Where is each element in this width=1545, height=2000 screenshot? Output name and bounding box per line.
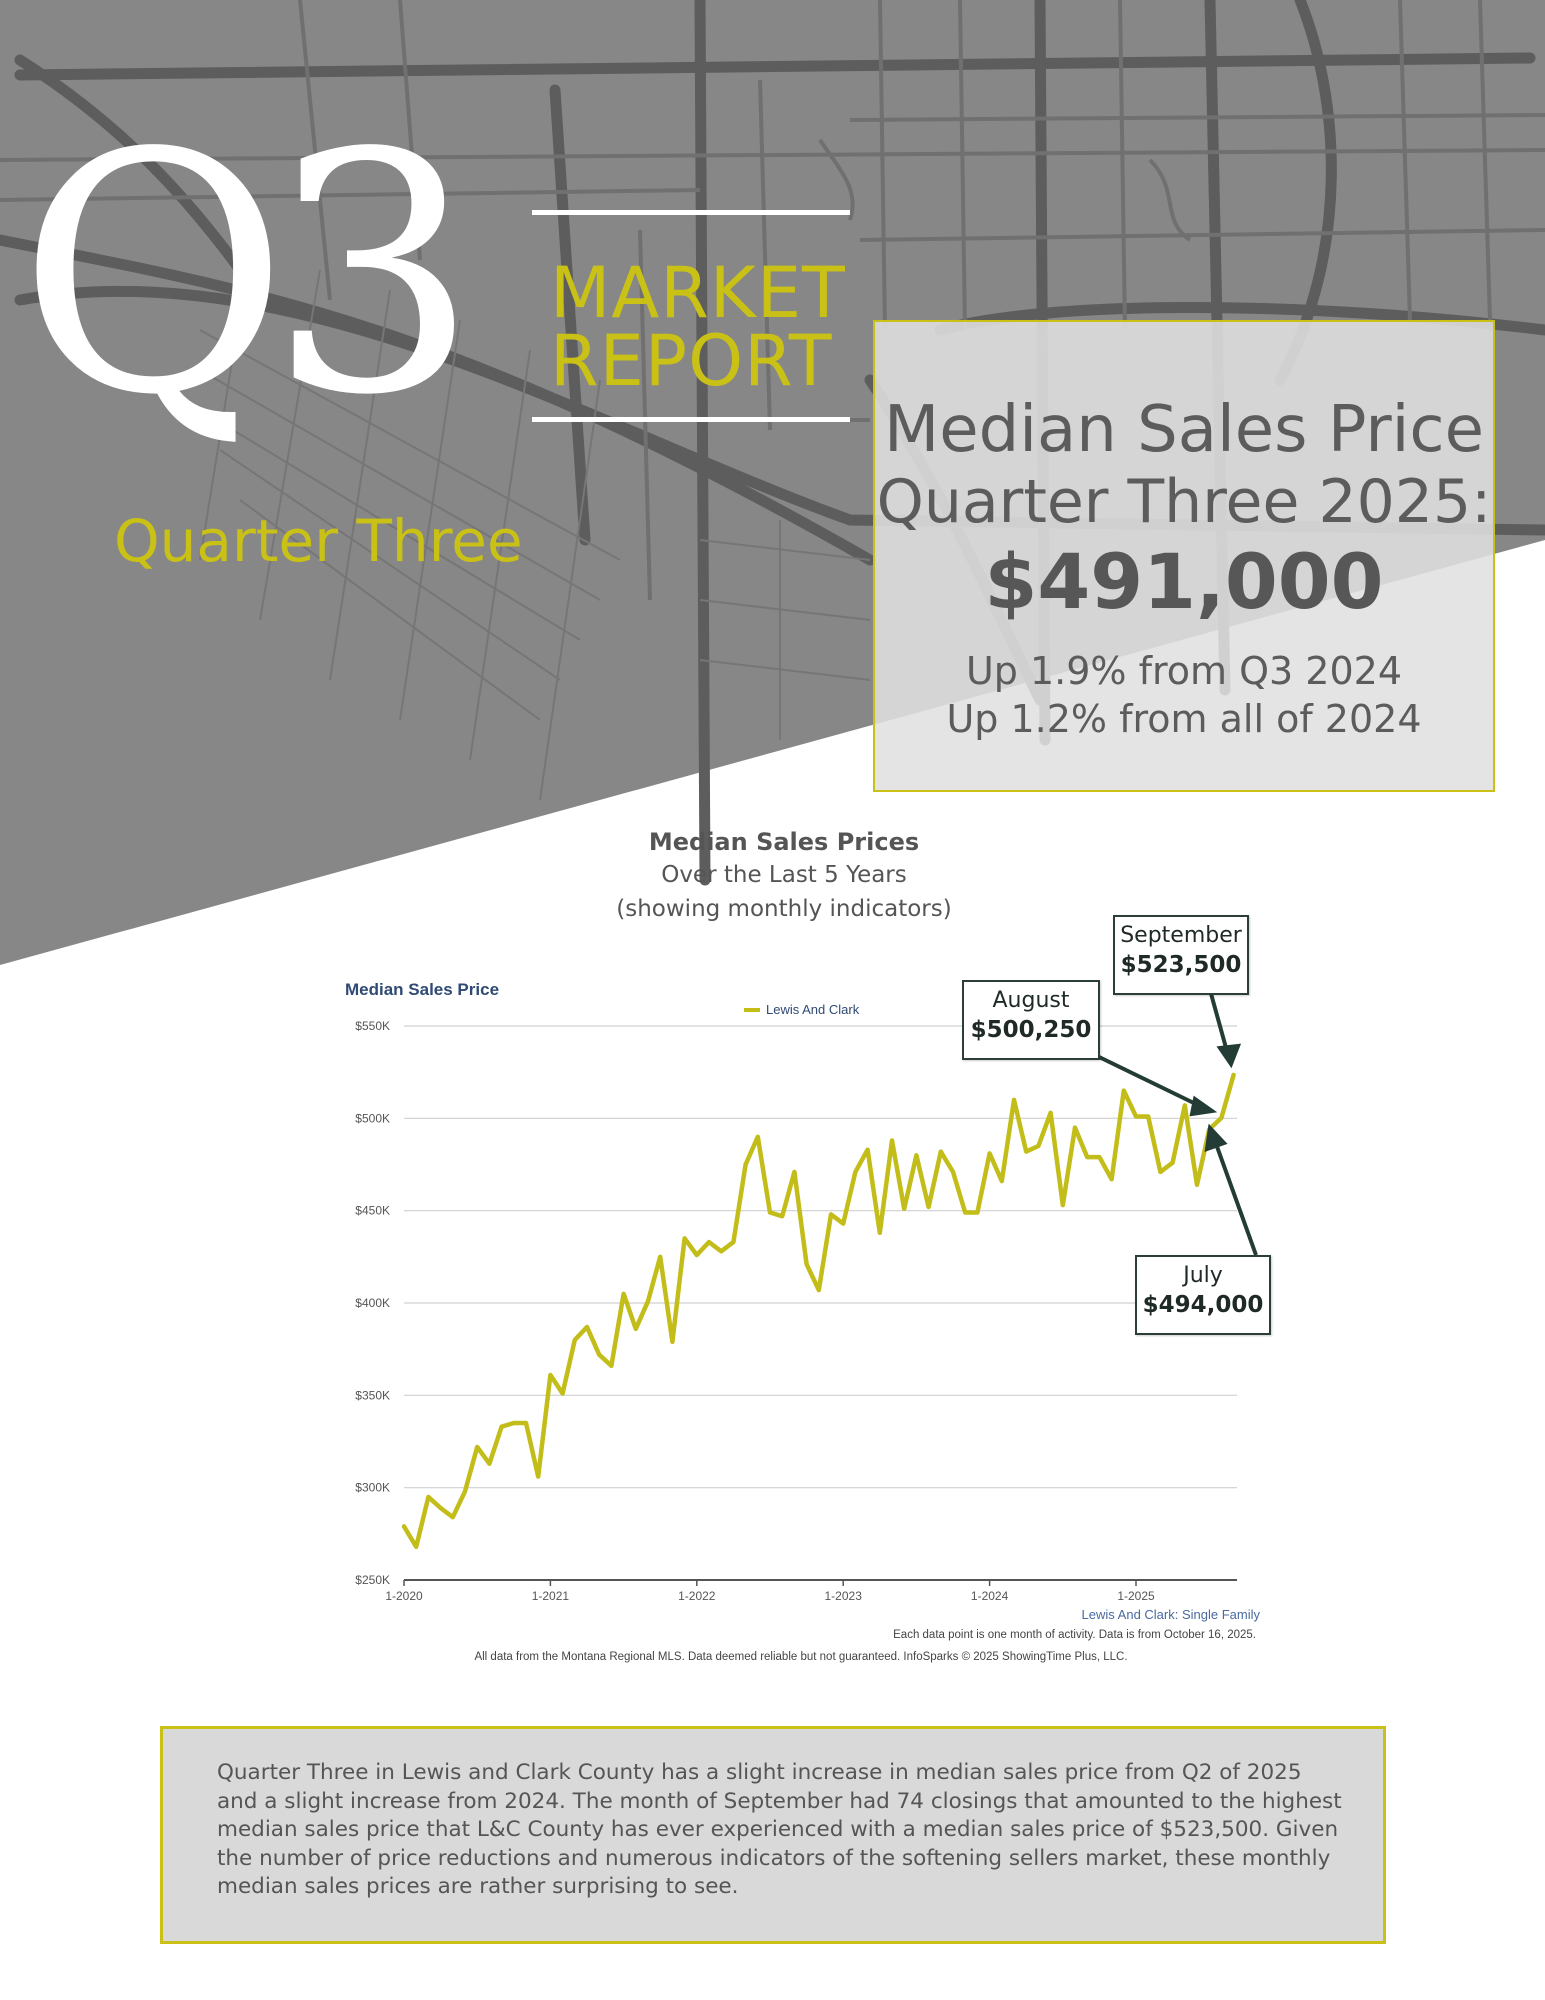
x-tick-label: 1-2024 xyxy=(970,1589,1009,1603)
y-tick-label: $350K xyxy=(355,1388,390,1403)
callout-august-month: August xyxy=(992,988,1070,1013)
title-market: MARKET xyxy=(550,252,846,334)
chart-note1: Each data point is one month of activity. Data is from October 16, 2025. xyxy=(893,1629,1256,1641)
callout-july xyxy=(1135,1255,1271,1335)
arrowhead-september xyxy=(1220,1046,1238,1064)
arrow-september xyxy=(1210,990,1228,1055)
x-tick-label: 1-2020 xyxy=(385,1589,423,1603)
x-tick-label: 1-2023 xyxy=(824,1589,862,1603)
y-tick-label: $400K xyxy=(355,1296,390,1310)
callout-september-month: September xyxy=(1120,923,1242,948)
summary-box xyxy=(160,1726,1386,1944)
price-change-q3: Up 1.9% from Q3 2024 xyxy=(965,649,1403,693)
callout-august xyxy=(962,980,1100,1060)
callout-july-value: $494,000 xyxy=(1142,1292,1264,1318)
median-price-value: $491,000 xyxy=(984,537,1384,626)
chart-heading-sub1: Over the Last 5 Years xyxy=(661,862,907,888)
legend-label: Lewis And Clark xyxy=(766,1002,860,1017)
callout-july-month: July xyxy=(1183,1263,1223,1288)
chart-title: Median Sales Price xyxy=(345,980,500,999)
y-tick-label: $250K xyxy=(355,1573,390,1587)
y-tick-label: $550K xyxy=(355,1019,390,1033)
arrow-july xyxy=(1215,1141,1256,1255)
q3-large-label: Q3 xyxy=(18,83,459,467)
chart-heading-title: Median Sales Prices xyxy=(648,828,920,856)
y-tick-label: $450K xyxy=(355,1203,390,1218)
arrow-august xyxy=(1095,1055,1202,1107)
y-tick-label: $300K xyxy=(355,1480,390,1495)
arrowhead-august xyxy=(1192,1099,1212,1114)
quarter-subtitle: Quarter Three xyxy=(114,507,523,575)
title-report: REPORT xyxy=(550,320,833,402)
callout-september-value: $523,500 xyxy=(1120,952,1242,978)
x-tick-label: 1-2022 xyxy=(678,1589,716,1603)
x-tick-label: 1-2021 xyxy=(531,1589,570,1603)
y-tick-label: $500K xyxy=(355,1111,390,1126)
chart-footer-right: Lewis And Clark: Single Family xyxy=(1081,1607,1260,1622)
x-tick-label: 1-2025 xyxy=(1117,1589,1155,1603)
price-box-line2: Quarter Three 2025: xyxy=(876,467,1492,537)
price-change-year: Up 1.2% from all of 2024 xyxy=(946,697,1422,741)
callout-september xyxy=(1113,915,1249,995)
chart-heading-sub2: (showing monthly indicators) xyxy=(616,896,952,922)
arrowhead-july xyxy=(1207,1128,1224,1149)
series-line-lewis-and-clark xyxy=(404,1075,1234,1547)
summary-paragraph: Quarter Three in Lewis and Clark County has a slight increase in median sales price from Q2 of 2025 and a slight increase from 2024. The month of September had 74 closings that amounted to the highest median sales price that L&C County has ever experienced with a median sales price of $523,500. Given the number of price reductions and numerous indicators of the softening sellers market, these monthly median sales prices are rather surprising to see. xyxy=(217,1760,1342,1899)
price-box-line1: Median Sales Price xyxy=(884,393,1484,467)
callout-august-value: $500,250 xyxy=(970,1017,1092,1043)
chart-note2: All data from the Montana Regional MLS. Data deemed reliable but not guaranteed. InfoSparks © 2025 ShowingTime Plus, LLC. xyxy=(474,1651,1128,1663)
